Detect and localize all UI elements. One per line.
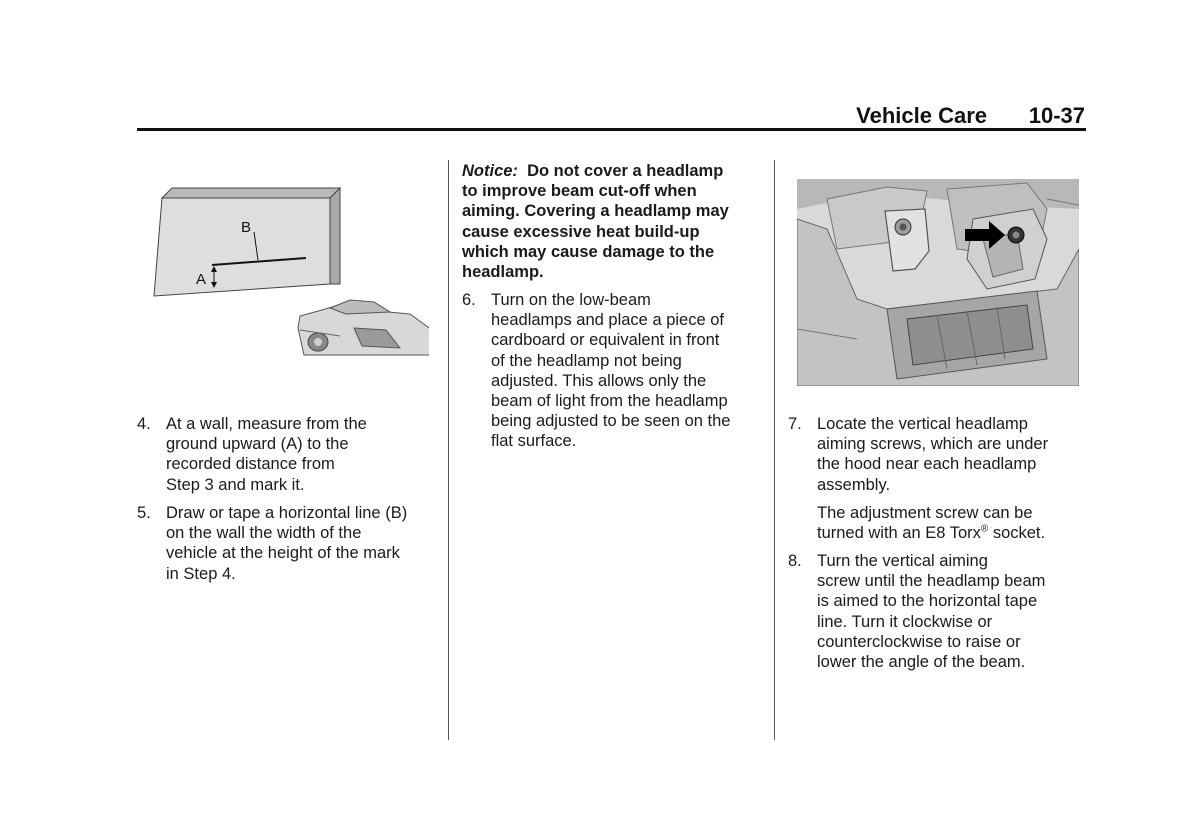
label-a: A [196,271,207,288]
step-number: 6. [462,291,476,309]
headlamp-aiming-screw-illustration [797,179,1079,386]
note-text: turned with an E8 Torx [817,524,981,543]
step-line: lower the angle of the beam. [817,653,1026,672]
header-rule [137,128,1086,131]
step-line: At a wall, measure from the [166,415,367,433]
notice-line: headlamp. [462,263,544,282]
note-line: The adjustment screw can be [817,504,1033,522]
step-line: vehicle at the height of the mark [166,544,400,563]
section-title: Vehicle Care [856,103,987,128]
notice-block [462,161,767,282]
step-line: aiming screws, which are under [817,435,1049,454]
notice-line: aiming. Covering a headlamp may [462,202,729,221]
step-line: cardboard or equivalent in front [491,331,720,350]
step-line: assembly. [817,475,891,494]
step-number: 5. [137,504,151,522]
step-line: line. Turn it clockwise or [817,612,993,631]
notice-line: cause excessive heat build-up [462,222,700,241]
step-line: counterclockwise to raise or [817,632,1021,651]
label-b: B [241,219,252,236]
notice-label: Notice: [462,162,518,180]
registered-mark: ® [980,523,989,535]
step-line: screw until the headlamp beam [817,572,1046,591]
page-header [137,100,1085,130]
step-line: adjusted. This allows only the [491,371,707,390]
column-divider-right [774,160,775,740]
step-line: flat surface. [491,432,577,451]
notice-line: Do not cover a headlamp [527,162,724,180]
notice-line: which may cause damage to the [462,242,715,261]
step-line: being adjusted to be seen on the [491,412,731,431]
step-line: on the wall the width of the [166,524,362,543]
step-line: ground upward (A) to the [166,435,349,454]
notice-line: to improve beam cut-off when [462,182,697,201]
step-line: Turn on the low-beam [491,291,651,309]
column-divider-left [448,160,449,740]
step-number: 4. [137,415,151,433]
step-line: Turn the vertical aiming [817,552,988,570]
step-line: Locate the vertical headlamp [817,415,1028,433]
wall-measurement-illustration [150,180,435,362]
note-line-2 [817,523,1045,543]
step-line: Draw or tape a horizontal line (B) [166,504,408,522]
step-line: beam of light from the headlamp [491,392,728,411]
step-number: 7. [788,415,802,433]
step-line: Step 3 and mark it. [166,475,305,494]
step-line: of the headlamp not being [491,351,682,370]
note-text: socket. [988,524,1046,543]
step-number: 8. [788,552,802,570]
step-line: the hood near each headlamp [817,455,1037,474]
step-line: in Step 4. [166,564,236,583]
step-line: recorded distance from [166,455,335,474]
step-line: is aimed to the horizontal tape [817,592,1038,611]
page-number: 10-37 [1028,103,1085,128]
step-line: headlamps and place a piece of [491,311,724,330]
